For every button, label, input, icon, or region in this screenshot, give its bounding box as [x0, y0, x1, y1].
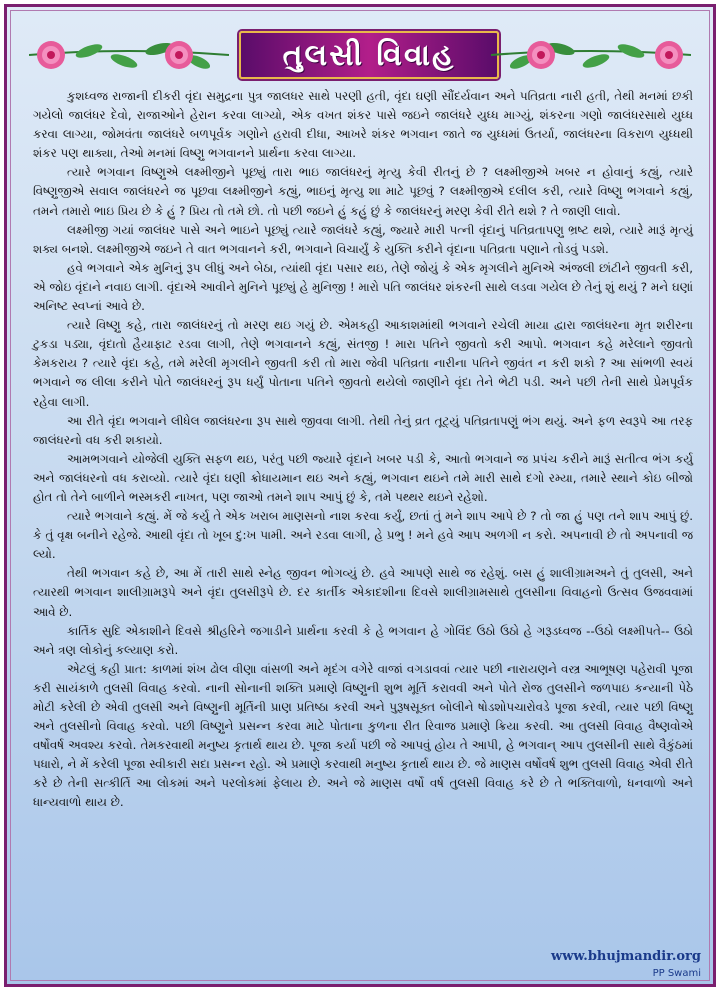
paragraph: ત્યારે ભગવાન વિષ્ણુએ લક્ષ્મીજીને પૂછ્યું તારા ભાઇ જાલંધરનું મૃત્યુ કેવી રીતનું છે ? લક્ષ્મીજીએ ખબર ન હોવાનું કહ્યું, ત્યારે વિષ્ણુજીએ સવાલ જાલંધરને જ પૂછવા લક્ષ્મીજીને કહ્યું, ભાઇનું મૃત્યુ શા માટે પૂછવું ? લક્ષ્મીજીએ દલીલ કરી, ત્યારે વિષ્ણુ ભગવાને કહ્યું, તમને તમારો ભાઇ પ્રિય છે કે હું ? પ્રિય તો તમે છો. તો પછી જઇને હું કહું છું કે જાલંધરનું મરણ કેવી રીતે થશે ? તે જાણી લાવો. [33, 165, 693, 218]
paragraph: કુશધ્વજ રાજાની દીકરી વૃંદા સમુદ્રના પુત્ર જાલધર સાથે પરણી હતી, વૃંદા ઘણી સૌંદર્યવાન અને પતિવ્રતા નારી હતી, તેથી મનમાં છકી ગયેલો જાલંધર દેવો, રાજાઓને હેરાન કરવા લાગ્યો, એક વખત શંકર પાસે જઇને જાલંધરે યુધ્ધ માગ્યું, શંકરના ગણો જાલંધરસાથે યુધ્ધ કરવા લાગ્યા, જોમવંતા જાલંધરે બળપૂર્વક ગણોને હરાવી દીધા, આખરે શંકર ભગવાન જાતે જ યુધ્ધમાં ઉતર્યા, જાલંધરના વિકરાળ યુધ્ધથી શંકર પણ થાક્યા, તેઓ મનમાં વિષ્ણુ ભગવાનને પ્રાર્થના કરવા લાગ્યા. [33, 89, 693, 161]
paragraph: કાર્તિક સુદિ એકાશીને દિવસે શ્રીહરિને જગાડીને પ્રાર્થના કરવી કે હે ભગવાન હે ગોવિંદ ઉઠો ઉઠો હે ગરૂડધ્વજ --ઉઠો લક્ષ્મીપતે-- ઉઠો અને ત્રણ લોકોનું કલ્યાણ કરો. [33, 623, 693, 657]
page-title: તુલસી વિવાહ [282, 37, 456, 73]
page-frame [4, 4, 716, 987]
signature: PP Swami [652, 968, 701, 979]
right-flower-decoration [491, 37, 691, 73]
paragraph: એટલું કહી પ્રાત: કાળમાં શંખ ઢોલ વીણા વાંસળી અને મૃદંગ વગેરે વાજાં વગડાવવાં ત્યાર પછી નારાયણને વસ્ત્ર આભૂષણ પહેરાવી પૂજા કરી સાયંકાળે તુલસી વિવાહ કરવો. નાની સોનાની શક્તિ પ્રમાણે વિષ્ણુની શુભ મૂર્તિ કરાવવી અને પોતે રોજ તુલસીને જળપાઇ કન્યાની પેઠે મોટી કરેલી છે એવી તુલસી અને વિષ્ણુની મૂર્તિની પ્રાણ પ્રતિષ્ઠા કરવી અને પુરૂષસૂક્ત બોલીને ષોડશોપચારોવડે પૂજા કરવી, ત્યાર પછી વિષ્ણુ અને તુલસીનો વિવાહ કરવો. પછી વિષ્ણુને પ્રસન્ન કરવા માટે પોતાના કુળના રીત રિવાજ પ્રમાણે ક્રિયા કરવી. આ તુલસી વિવાહ વૈષ્ણવોએ વર્ષોવર્ષ અવશ્ય કરવો. તેમકરવાથી મનુષ્ય કૃતાર્થ થાય છે. પૂજા કર્યા પછી જે આપવું હોય તે આપી, હે ભગવાન્ આપ તુલસીની સાથે વૈકુંઠમાં પધારો, ને મેં કરેલી પૂજા સ્વીકારી સદા પ્રસન્ન રહો. એ પ્રમાણે કરવાથી મનુષ્ય કૃતાર્થ થાય છે. જે માણસ વર્ષોવર્ષ શુભ તુલસી વિવાહ એવી રીતે કરે છે તેની સત્કીર્તિ આ લોકમાં અને પરલોકમાં ફેલાય છે. અને જે માણસ વર્ષો વર્ષ તુલસી વિવાહ કરે છે તે ભક્તિવાળો, ધનવાળો અને ધાન્યવાળો થાય છે. [33, 661, 693, 810]
paragraph: આમભગવાને યોજેલી યુક્તિ સફળ થઇ, પરંતુ પછી જ્યારે વૃંદાને ખબર પડી કે, આતો ભગવાને જ પ્રપંચ કરીને મારૂં સતીત્વ ભંગ કર્યુ અને જાલંધરનો વધ કરાવ્યો. ત્યારે વૃંદા ઘણી ક્રોધાયમાન થઇ અને કહ્યું, ભગવાન થઇને તમે મારી સાથે દગો રમ્યા, તમારે સ્થાને કોઇ બીજો હોત તો તેને બાળીને ભસ્મકરી નાખત, પણ જાઓ તમને શાપ આપું છું કે, તમે પથ્થર થઇને રહેશો. [33, 451, 693, 504]
paragraph: ત્યારે ભગવાને કહ્યું. મેં જે કર્યુ તે એક ખરાબ માણસનો નાશ કરવા કર્યું, છતાં તું મને શાપ આપે છે ? તો જા હું પણ તને શાપ આપું છું. કે તું વૃક્ષ બનીને રહેજે. આથી વૃંદા તો ખૂબ દુ:ખ પામી. અને રડવા લાગી, હે પ્રભુ ! મને હવે આપ અળગી ન કરો. અપનાવી છે તો અપનાવી જ લ્યો. [33, 509, 693, 562]
paragraph: આ રીતે વૃંદા ભગવાને લીધેલ જાલંધરના રૂપ સાથે જીવવા લાગી. તેથી તેનું વ્રત તૂટ્યું પતિવ્રતાપણું ભંગ થયું. અને ફળ સ્વરૂપે આ તરફ જાલંધરનો વધ કરી શકાયો. [33, 413, 693, 447]
paragraph: તેથી ભગવાન કહે છે, આ મેં તારી સાથે સ્નેહ જીવન ભોગવ્યું છે. હવે આપણે સાથે જ રહેશું. બસ હું શાલીગ્રામઅને તું તુલસી, અને ત્યારથી ભગવાન શાલીગ્રામરૂપે અને વૃંદા તુલસીરૂપે છે. દર કાર્તીક એકાદશીના દિવસે શાલીગ્રામસાથે તુલસીના વિવાહનો ઉત્સવ ઉજવવામાં આવે છે. [33, 566, 693, 619]
title-banner [239, 31, 499, 79]
pink-rose-icon [29, 37, 229, 73]
pink-rose-icon [491, 37, 691, 73]
paragraph: હવે ભગવાને એક મુનિનું રૂપ લીધું અને બેઠા, ત્યાંથી વૃંદા પસાર થઇ, તેણે જોયું કે એક મૃગલીને મુનિએ અંજલી છાંટીને જીવતી કરી, એ જોઇ વૃંદાને નવાઇ લાગી. વૃંદાએ આવીને મુનિને પૂછ્યું હે મુનિજી ! મારો પતિ જાલંધર શંકરની સાથે લડવા ગયેલ છે તેનું શું થયું ? મને ઘણાં અનિષ્ટ સ્વપ્નાં આવે છે. [33, 260, 693, 314]
left-flower-decoration [29, 37, 229, 73]
paragraph: લક્ષ્મીજી ગયાં જાલંધર પાસે અને ભાઇને પૂછ્યું ત્યારે જાલંધરે કહ્યું, જ્યારે મારી પત્ની વૃંદાનું પતિવ્રતાપણુ ભ્રષ્ટ થશે, ત્યારે મારૂં મૃત્યું શક્ય બનશે. લક્ષ્મીજીએ જઇને તે વાત ભગવાનને કરી, ભગવાને વિચાર્યું કે યુક્તિ કરીને વૃંદાના પતિવ્રતા પણાને તોડવું પડશે. [33, 222, 693, 256]
website-link[interactable]: www.bhujmandir.org [551, 949, 701, 964]
paragraph: ત્યારે વિષ્ણુ કહે, તારા જાલંધરનું તો મરણ થઇ ગયું છે. એમકહી આકાશમાંથી ભગવાને રચેલી માયા દ્વારા જાલંધરના મૃત શરીરના ટુકડા પડ્યા, વૃંદાતો હૈયાફાટ રડવા લાગી, તેણે ભગવાનને કહ્યું, સંતજી ! મારા પતિને જીવતો કરી આપો. ભગવાન કહે મરેલાને જીવતો કેમકરાય ? ત્યારે વૃંદા કહે, તમે મરેલી મૃગલીને જીવતી કરી તો મારા જેવી પતિવ્રતા નારીના પતિને જીવંત ન કરી શકો ? આ સાંભળી સ્વયં ભગવાને જ લીલા કરીને પોતે જાલંધરનું રૂપ ધર્યું પોતાના પતિને જીવતો થયેલો જાણીને વૃંદા તેને ભેટી પડી. અને પછી તેની સાથે પ્રેમપૂર્વક રહેવા લાગી. [33, 318, 693, 409]
article-body [33, 87, 693, 813]
